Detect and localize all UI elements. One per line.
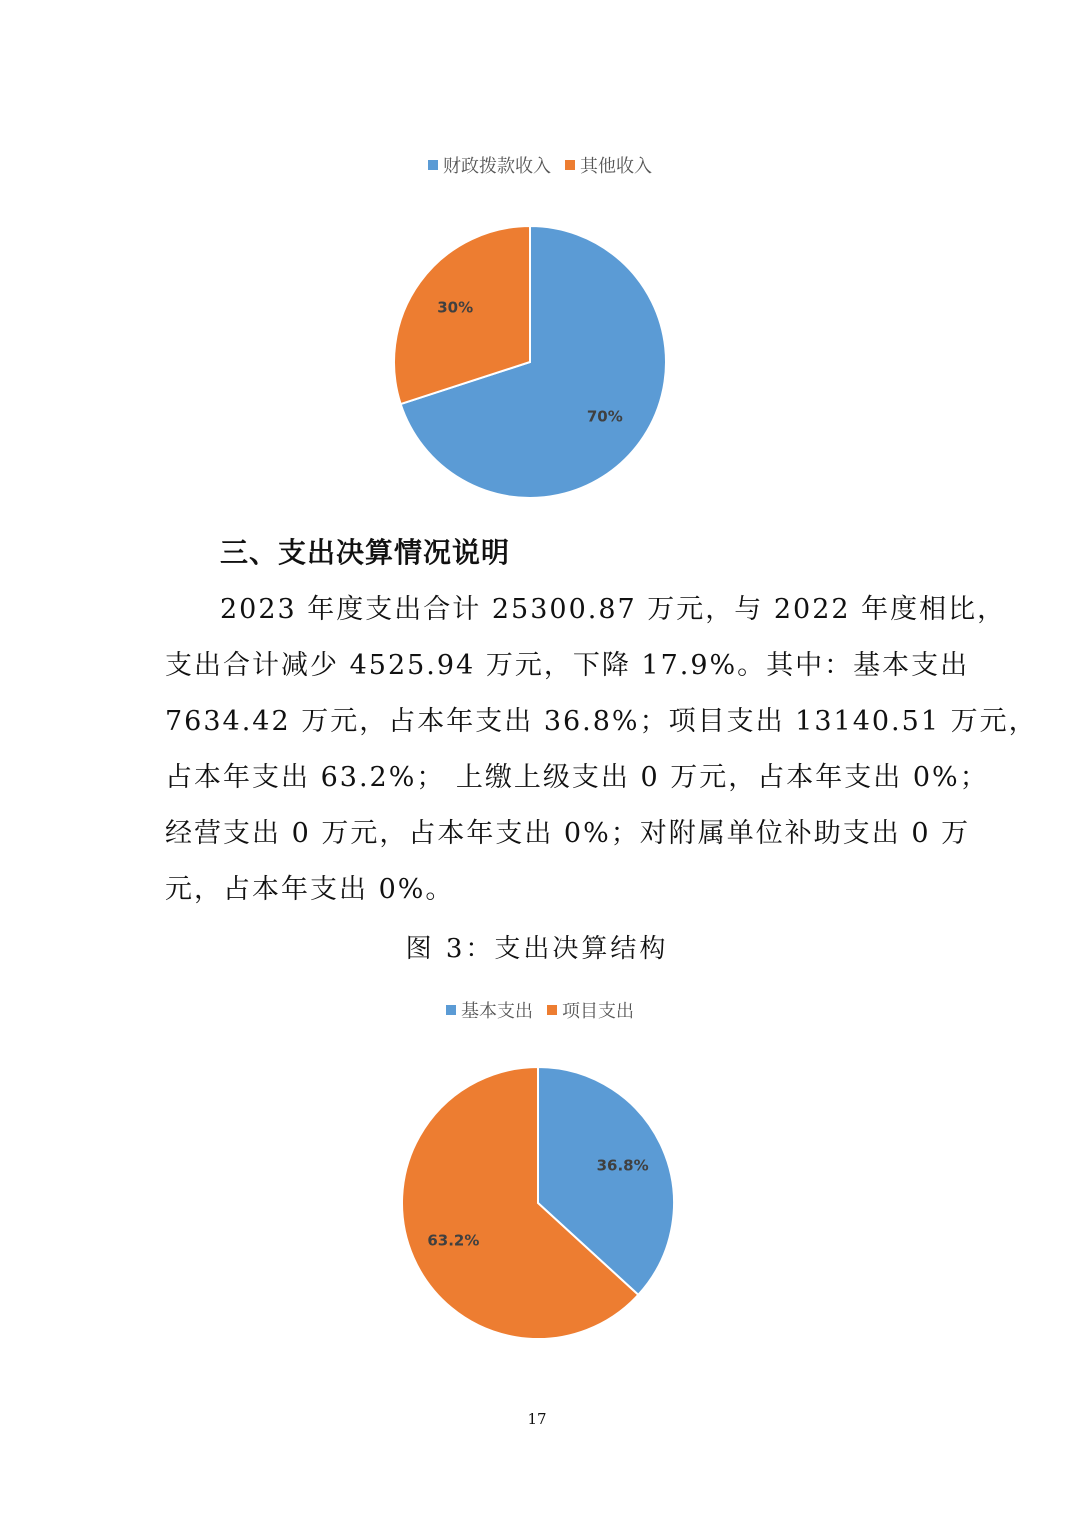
pie-slice-label: 30%: [437, 298, 474, 317]
income-pie-svg: [300, 140, 780, 510]
section-heading: 三、支出决算情况说明: [220, 536, 511, 569]
income-chart-legend: [300, 152, 780, 178]
legend-swatch-orange: [565, 160, 575, 170]
figure-caption: 图 3：支出决算结构: [405, 934, 669, 964]
legend-swatch-blue: [446, 1005, 456, 1015]
legend-item-project: [547, 997, 634, 1023]
paragraph-line: 经营支出 0 万元，占本年支出 0%；对附属单位补助支出 0 万: [165, 818, 971, 849]
pie-slice-label: 63.2%: [427, 1231, 480, 1250]
pie-slice-label: 36.8%: [596, 1156, 649, 1175]
income-pie-chart: [300, 140, 780, 510]
pie-slice-label: 70%: [586, 407, 623, 426]
paragraph-line: 占本年支出 63.2%； 上缴上级支出 0 万元，占本年支出 0%；: [165, 762, 989, 793]
legend-item-other: [565, 152, 652, 178]
legend-swatch-blue: [428, 160, 438, 170]
expenditure-pie-svg: [300, 985, 780, 1355]
paragraph-line: 7634.42 万元，占本年支出 36.8%；项目支出 13140.51 万元，: [165, 706, 1038, 737]
legend-label: 财政拨款收入: [443, 156, 551, 177]
expenditure-chart-legend: [300, 997, 780, 1023]
expenditure-pie-chart: [300, 985, 780, 1355]
paragraph-line: 2023 年度支出合计 25300.87 万元，与 2022 年度相比，: [220, 594, 1007, 625]
legend-label: 基本支出: [461, 1001, 533, 1022]
expenditure-paragraph: [165, 582, 1038, 918]
page-number: 17: [527, 1410, 547, 1428]
legend-item-fiscal: [428, 152, 551, 178]
legend-swatch-orange: [547, 1005, 557, 1015]
paragraph-line: 元，占本年支出 0%。: [165, 874, 455, 905]
paragraph-line: 支出合计减少 4525.94 万元，下降 17.9%。其中：基本支出: [165, 650, 970, 681]
legend-label: 其他收入: [580, 156, 652, 177]
legend-item-basic: [446, 997, 533, 1023]
legend-label: 项目支出: [562, 1001, 634, 1022]
